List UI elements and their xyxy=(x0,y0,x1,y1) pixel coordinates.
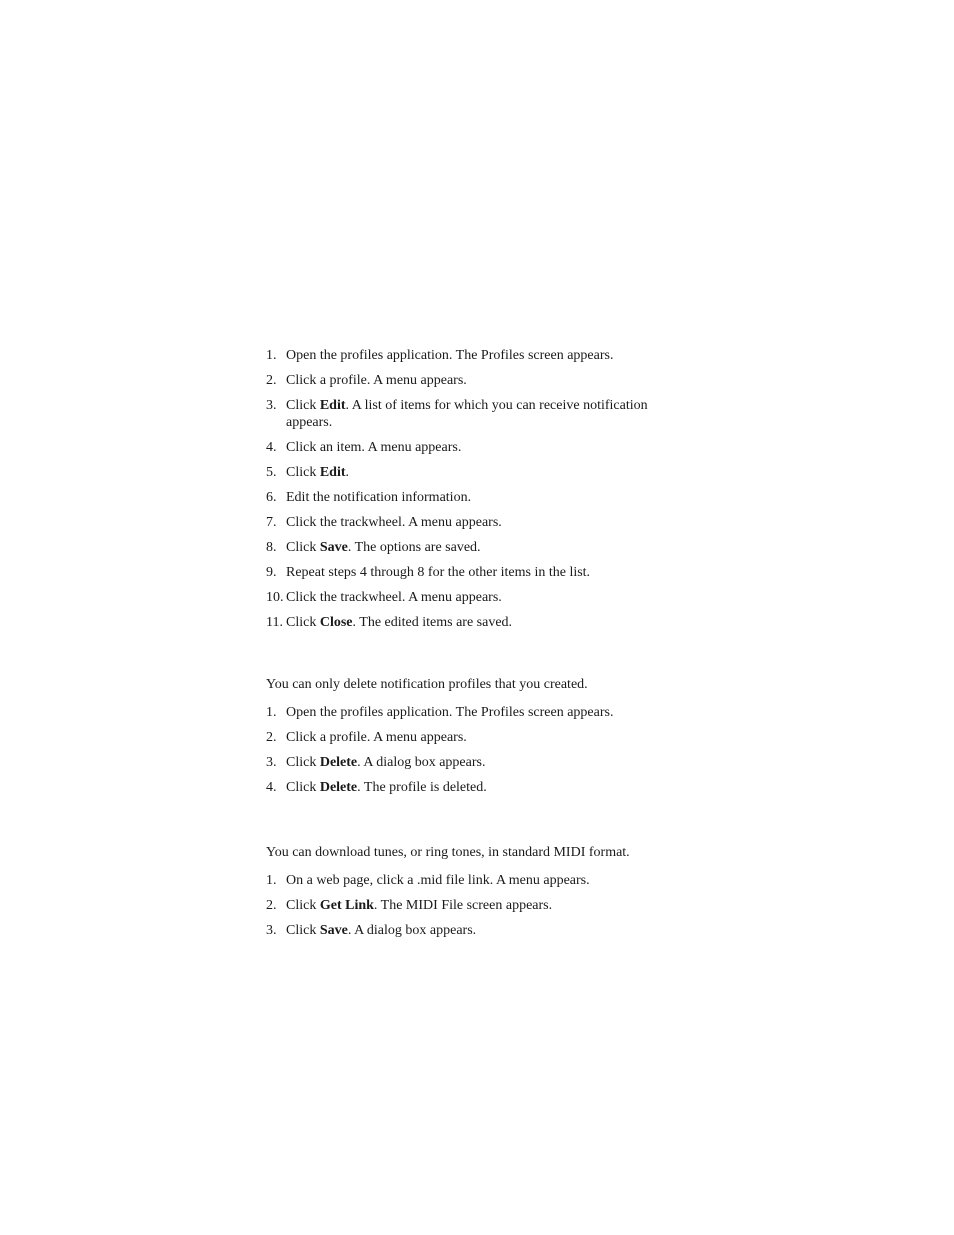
step-text-tail: . A dialog box appears. xyxy=(347,923,477,938)
step-text xyxy=(286,898,552,913)
list-item xyxy=(266,897,696,914)
step-text xyxy=(286,873,590,888)
list-item xyxy=(266,564,696,581)
step-text-tail: . The edited items are saved. xyxy=(352,615,513,630)
step-text-lead: Click the trackwheel. A menu appears. xyxy=(286,515,502,530)
step-text xyxy=(286,398,648,430)
step-number: 11. xyxy=(266,615,283,630)
step-text-lead: Click xyxy=(286,615,320,630)
step-number: 2. xyxy=(266,373,277,388)
step-text-lead: Click an item. A menu appears. xyxy=(286,440,462,455)
step-text-lead: On a web page, click a .mid file link. A menu appears. xyxy=(286,873,590,888)
step-text xyxy=(286,705,613,720)
list-item xyxy=(266,614,696,631)
step-text-lead: Edit the notification information. xyxy=(286,490,472,505)
step-number: 9. xyxy=(266,565,277,580)
step-text-tail: . The profile is deleted. xyxy=(357,780,487,795)
list-item xyxy=(266,372,696,389)
step-text-tail: . xyxy=(345,465,350,480)
step-text-tail: . The options are saved. xyxy=(347,540,481,555)
step-number: 3. xyxy=(266,398,277,413)
step-text-lead: Open the profiles application. The Profiles screen appears. xyxy=(286,705,614,720)
step-number: 2. xyxy=(266,898,277,913)
step-text xyxy=(286,515,502,530)
step-text-lead: Click xyxy=(286,923,320,938)
step-text-lead: Click xyxy=(286,755,320,770)
list-item xyxy=(266,539,696,556)
list-item xyxy=(266,514,696,531)
step-text xyxy=(286,755,485,770)
delete-profile-intro: You can only delete notification profiles that you created. xyxy=(266,677,588,692)
step-number: 7. xyxy=(266,515,277,530)
list-item xyxy=(266,397,696,431)
step-text-lead: Open the profiles application. The Profiles screen appears. xyxy=(286,348,614,363)
step-text xyxy=(286,565,590,580)
list-item xyxy=(266,754,696,771)
step-number: 8. xyxy=(266,540,277,555)
command-name: Edit xyxy=(319,398,346,413)
step-text-lead: Click a profile. A menu appears. xyxy=(286,373,467,388)
step-number: 1. xyxy=(266,348,277,363)
command-name: Delete xyxy=(319,780,358,795)
document-body xyxy=(266,347,696,947)
step-text xyxy=(286,615,512,630)
step-text xyxy=(286,780,487,795)
step-number: 4. xyxy=(266,440,277,455)
step-number: 5. xyxy=(266,465,277,480)
edit-profile-steps xyxy=(266,347,696,631)
step-text xyxy=(286,540,481,555)
step-number: 10. xyxy=(266,590,284,605)
list-item xyxy=(266,779,696,796)
delete-profile-steps xyxy=(266,704,696,796)
step-text xyxy=(286,730,467,745)
step-number: 3. xyxy=(266,923,277,938)
step-text xyxy=(286,590,502,605)
command-name: Get Link xyxy=(319,898,374,913)
step-text-lead: Click xyxy=(286,540,320,555)
step-text-tail: . The MIDI File screen appears. xyxy=(373,898,553,913)
step-text-lead: Click xyxy=(286,780,320,795)
step-text-tail: . A list of items for which you can receive notification appears. xyxy=(286,398,648,430)
step-text-tail: . A dialog box appears. xyxy=(357,755,486,770)
list-item xyxy=(266,439,696,456)
list-item xyxy=(266,872,696,889)
step-text xyxy=(286,490,471,505)
step-text-lead: Click xyxy=(286,398,320,413)
list-item xyxy=(266,729,696,746)
command-name: Edit xyxy=(319,465,346,480)
step-number: 3. xyxy=(266,755,277,770)
step-number: 1. xyxy=(266,873,277,888)
step-text xyxy=(286,465,349,480)
list-item xyxy=(266,589,696,606)
command-name: Close xyxy=(319,615,353,630)
step-number: 1. xyxy=(266,705,277,720)
step-number: 6. xyxy=(266,490,277,505)
list-item xyxy=(266,704,696,721)
step-text-lead: Click xyxy=(286,465,320,480)
list-item xyxy=(266,347,696,364)
list-item xyxy=(266,922,696,939)
command-name: Delete xyxy=(319,755,358,770)
command-name: Save xyxy=(319,540,348,555)
list-item xyxy=(266,489,696,506)
step-text-lead: Repeat steps 4 through 8 for the other items in the list. xyxy=(286,565,591,580)
step-text xyxy=(286,373,467,388)
download-tunes-intro: You can download tunes, or ring tones, in standard MIDI format. xyxy=(266,845,630,860)
download-tunes-steps xyxy=(266,872,696,939)
command-name: Save xyxy=(319,923,348,938)
step-text xyxy=(286,923,476,938)
step-number: 4. xyxy=(266,780,277,795)
step-text xyxy=(286,348,613,363)
step-number: 2. xyxy=(266,730,277,745)
list-item xyxy=(266,464,696,481)
step-text xyxy=(286,440,461,455)
step-text-lead: Click a profile. A menu appears. xyxy=(286,730,467,745)
step-text-lead: Click xyxy=(286,898,320,913)
step-text-lead: Click the trackwheel. A menu appears. xyxy=(286,590,502,605)
